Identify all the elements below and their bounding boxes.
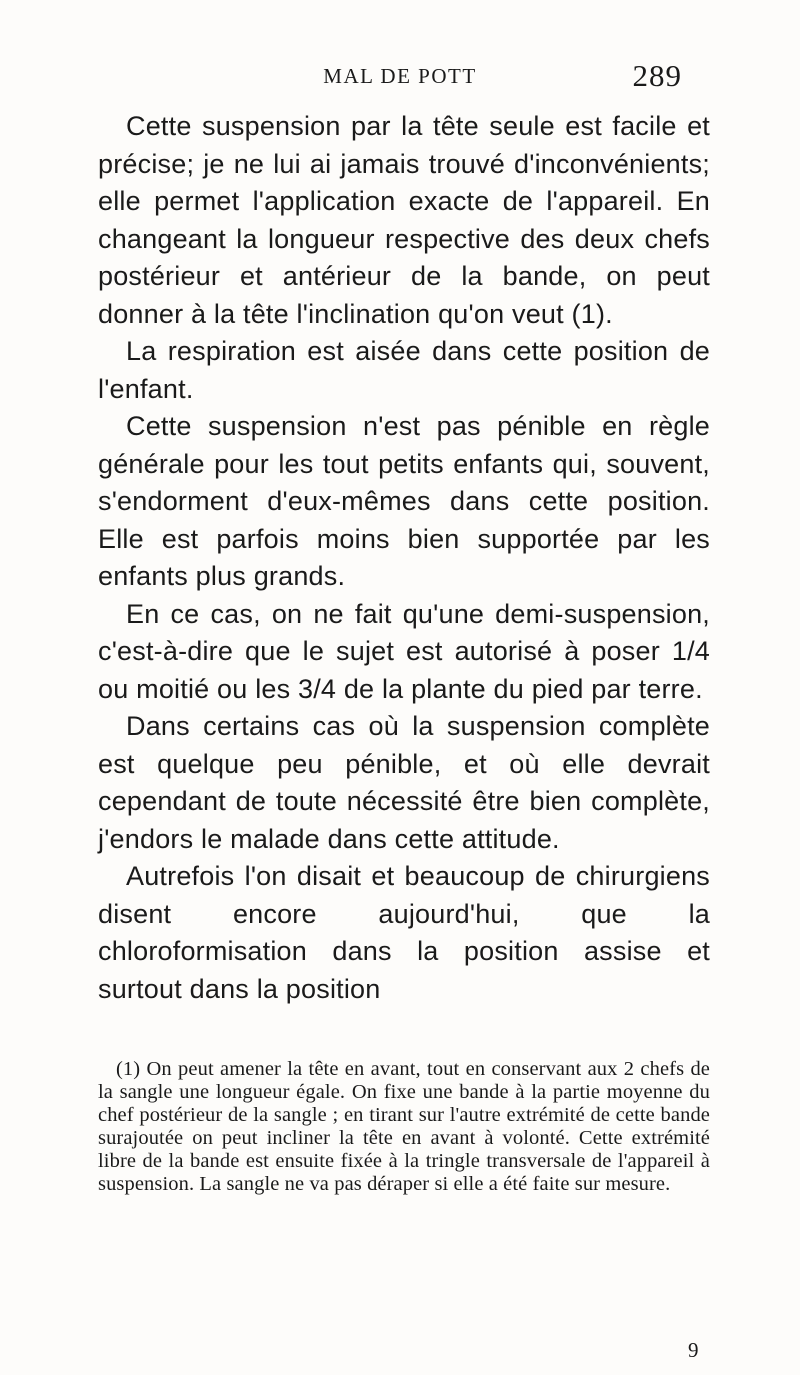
footnote: (1) On peut amener la tête en avant, tout en conservant aux 2 chefs de la sangle une longueur égale. On fixe une bande à la partie moyenne du chef postérieur de la sangle ; en tirant sur l'autre extrémité de cette bande surajoutée on peut incliner la tête en avant à volonté. Cette extrémité libre de la bande est ensuite fixée à la tringle transversale de l'appareil à suspension. La sangle ne va pas déraper si elle a été faite sur mesure. [98,1058,710,1195]
page-header [0,58,800,98]
paragraph: Cette suspension par la tête seule est facile et précise; je ne lui ai jamais trouvé d'inconvénients; elle permet l'application exacte de l'appareil. En changeant la longueur respective des deux chefs postérieur et antérieur de la bande, on peut donner à la tête l'inclination qu'on veut (1). [98,111,710,329]
page-number: 289 [632,58,682,93]
paragraph: La respiration est aisée dans cette position de l'enfant. [98,336,710,404]
footnotes [98,1058,710,1196]
signature-mark: 9 [688,1338,699,1362]
running-head: MAL DE POTT [323,64,477,88]
paragraph: Autrefois l'on disait et beaucoup de chirurgiens disent encore aujourd'hui, que la chloroformisation dans la position assise et surtout dans la position [98,861,710,1004]
body-text [98,108,710,1008]
paragraph: Dans certains cas où la suspension complète est quelque peu pénible, et où elle devrait cependant de toute nécessité être bien complète, j'endors le malade dans cette attitude. [98,711,710,854]
paragraph: Cette suspension n'est pas pénible en règle générale pour les tout petits enfants qui, souvent, s'endorment d'eux-mêmes dans cette position. Elle est parfois moins bien supportée par les enfants plus grands. [98,411,710,591]
paragraph: En ce cas, on ne fait qu'une demi-suspension, c'est-à-dire que le sujet est autorisé à poser 1/4 ou moitié ou les 3/4 de la plante du pied par terre. [98,598,710,704]
